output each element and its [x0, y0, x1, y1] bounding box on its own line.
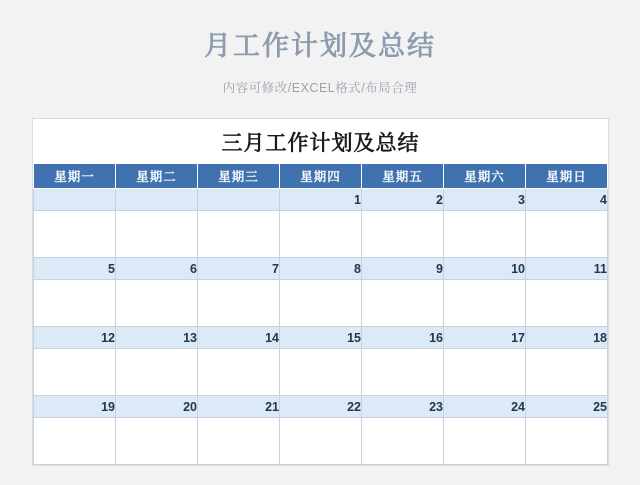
date-row — [34, 189, 608, 211]
date-row — [34, 258, 608, 280]
weekday-header-tuesday: 星期二 — [116, 164, 198, 189]
date-cell[interactable]: 22 — [280, 396, 362, 418]
date-cell[interactable]: 20 — [116, 396, 198, 418]
date-cell[interactable] — [198, 189, 280, 211]
date-cell[interactable]: 14 — [198, 327, 280, 349]
date-cell[interactable]: 18 — [526, 327, 608, 349]
note-cell[interactable] — [34, 418, 116, 465]
date-cell[interactable]: 21 — [198, 396, 280, 418]
note-cell[interactable] — [34, 211, 116, 258]
date-cell[interactable]: 5 — [34, 258, 116, 280]
date-cell[interactable]: 2 — [362, 189, 444, 211]
note-cell[interactable] — [116, 280, 198, 327]
date-cell[interactable]: 12 — [34, 327, 116, 349]
note-row — [34, 280, 608, 327]
date-cell[interactable]: 25 — [526, 396, 608, 418]
date-cell[interactable]: 6 — [116, 258, 198, 280]
note-cell[interactable] — [444, 349, 526, 396]
note-cell[interactable] — [198, 418, 280, 465]
date-cell[interactable]: 7 — [198, 258, 280, 280]
date-cell[interactable]: 19 — [34, 396, 116, 418]
note-cell[interactable] — [526, 349, 608, 396]
date-row — [34, 396, 608, 418]
note-cell[interactable] — [116, 211, 198, 258]
page-bottom-mask — [0, 470, 640, 485]
note-cell[interactable] — [198, 280, 280, 327]
note-cell[interactable] — [444, 418, 526, 465]
note-cell[interactable] — [526, 418, 608, 465]
weekday-header-thursday: 星期四 — [280, 164, 362, 189]
date-cell[interactable]: 4 — [526, 189, 608, 211]
weekday-header-wednesday: 星期三 — [198, 164, 280, 189]
note-cell[interactable] — [444, 211, 526, 258]
note-cell[interactable] — [116, 349, 198, 396]
date-cell[interactable]: 16 — [362, 327, 444, 349]
weekday-header-monday: 星期一 — [34, 164, 116, 189]
note-cell[interactable] — [362, 211, 444, 258]
date-cell[interactable]: 13 — [116, 327, 198, 349]
note-cell[interactable] — [280, 280, 362, 327]
date-cell[interactable]: 10 — [444, 258, 526, 280]
note-row — [34, 349, 608, 396]
note-cell[interactable] — [34, 349, 116, 396]
note-cell[interactable] — [444, 280, 526, 327]
sheet-title: 三月工作计划及总结 — [34, 120, 608, 164]
weekday-header-sunday: 星期日 — [526, 164, 608, 189]
weekday-header-saturday: 星期六 — [444, 164, 526, 189]
note-cell[interactable] — [526, 211, 608, 258]
weekday-header-friday: 星期五 — [362, 164, 444, 189]
note-cell[interactable] — [280, 211, 362, 258]
date-cell[interactable]: 11 — [526, 258, 608, 280]
note-cell[interactable] — [198, 349, 280, 396]
weekday-header-row — [34, 164, 608, 189]
note-cell[interactable] — [362, 280, 444, 327]
date-cell[interactable]: 24 — [444, 396, 526, 418]
note-cell[interactable] — [280, 349, 362, 396]
date-cell[interactable]: 15 — [280, 327, 362, 349]
note-cell[interactable] — [526, 280, 608, 327]
date-row — [34, 327, 608, 349]
page-title: 月工作计划及总结 — [204, 31, 436, 61]
note-row — [34, 418, 608, 465]
date-cell[interactable]: 1 — [280, 189, 362, 211]
note-cell[interactable] — [280, 418, 362, 465]
sheet-title-row — [34, 120, 608, 164]
date-cell[interactable] — [116, 189, 198, 211]
date-cell[interactable]: 23 — [362, 396, 444, 418]
date-cell[interactable]: 9 — [362, 258, 444, 280]
date-cell[interactable]: 8 — [280, 258, 362, 280]
note-cell[interactable] — [34, 280, 116, 327]
date-cell[interactable] — [34, 189, 116, 211]
date-cell[interactable]: 3 — [444, 189, 526, 211]
calendar-table — [33, 119, 608, 465]
note-cell[interactable] — [362, 418, 444, 465]
note-cell[interactable] — [198, 211, 280, 258]
note-cell[interactable] — [116, 418, 198, 465]
date-cell[interactable]: 17 — [444, 327, 526, 349]
note-cell[interactable] — [362, 349, 444, 396]
calendar-sheet — [32, 118, 609, 466]
page-subtitle: 内容可修改/EXCEL格式/布局合理 — [222, 81, 418, 96]
note-row — [34, 211, 608, 258]
